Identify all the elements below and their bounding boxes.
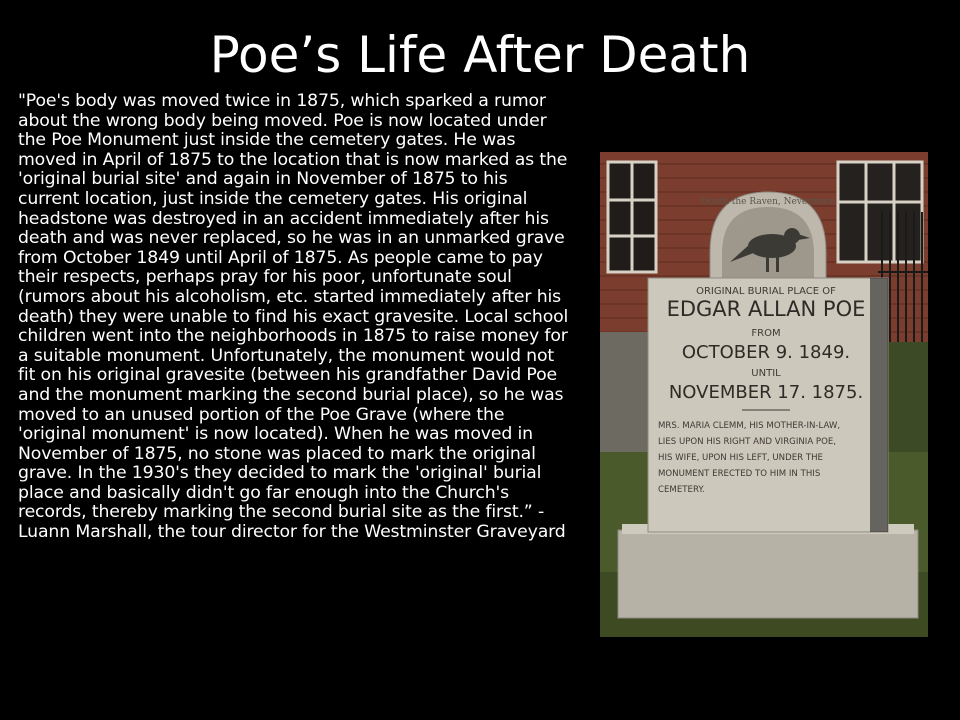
inscription-small-3: HIS WIFE, UPON HIS LEFT, UNDER THE	[658, 453, 823, 463]
inscription-small-4: MONUMENT ERECTED TO HIM IN THIS	[658, 469, 821, 479]
window-right	[838, 162, 922, 262]
inscription-line-1: ORIGINAL BURIAL PLACE OF	[696, 286, 836, 297]
inscription-line-6: NOVEMBER 17. 1875.	[668, 382, 864, 403]
arch-inscription: Quoth the Raven, Nevermore	[700, 197, 836, 207]
quote-body-text: "Poe's body was moved twice in 1875, which sparked a rumor about the wrong body being moved. Poe is now located under the Poe Monument just inside the cemetery gates. He was moved in April of 1875 to the location that is now marked as the 'original burial site' and again in November of 1875 to his current location, just inside the cemetery gates. His original headstone was destroyed in an accident immediately after his death and was never replaced, so he was in an unmarked grave from October 1849 until April of 1875. As people came to pay their respects, perhaps pray for his poor, unfortunate soul (rumors about his alcoholism, etc. started immediately after his death) they were unable to find his exact gravesite. Local school children went into the neighborhoods in 1875 to raise money for a suitable monument. Unfortunately, the monument would not fit on his original gravesite (between his grandfather David Poe and the monument marking the second burial place), so he was moved to an unused portion of the Poe Grave (where the 'original monument' is now located). When he was moved in November of 1875, no stone was placed to mark the original grave. In the 1930's they decided to mark the 'original' burial place and basically didn't go far enough into the Church's records, thereby marking the second burial site as the first.” - Luann Marshall, the tour director for the Westminster Graveyard	[18, 91, 569, 543]
low-stone-wall	[600, 332, 650, 472]
inscription-small-1: MRS. MARIA CLEMM, HIS MOTHER-IN-LAW,	[658, 421, 841, 431]
inscription-line-3: FROM	[751, 328, 781, 339]
gravestone-photo	[600, 152, 928, 637]
inscription-line-2: EDGAR ALLAN POE	[666, 297, 866, 321]
monument-base	[618, 530, 918, 618]
inscription-line-5: UNTIL	[751, 368, 781, 379]
inscription-small-2: LIES UPON HIS RIGHT AND VIRGINIA POE,	[658, 437, 837, 447]
slide-title: Poe’s Life After Death	[209, 26, 751, 84]
headstone-shade	[870, 278, 888, 532]
inscription-line-4: OCTOBER 9. 1849.	[681, 342, 851, 363]
window-left	[608, 162, 656, 272]
inscription-small-5: CEMETERY.	[658, 485, 705, 495]
